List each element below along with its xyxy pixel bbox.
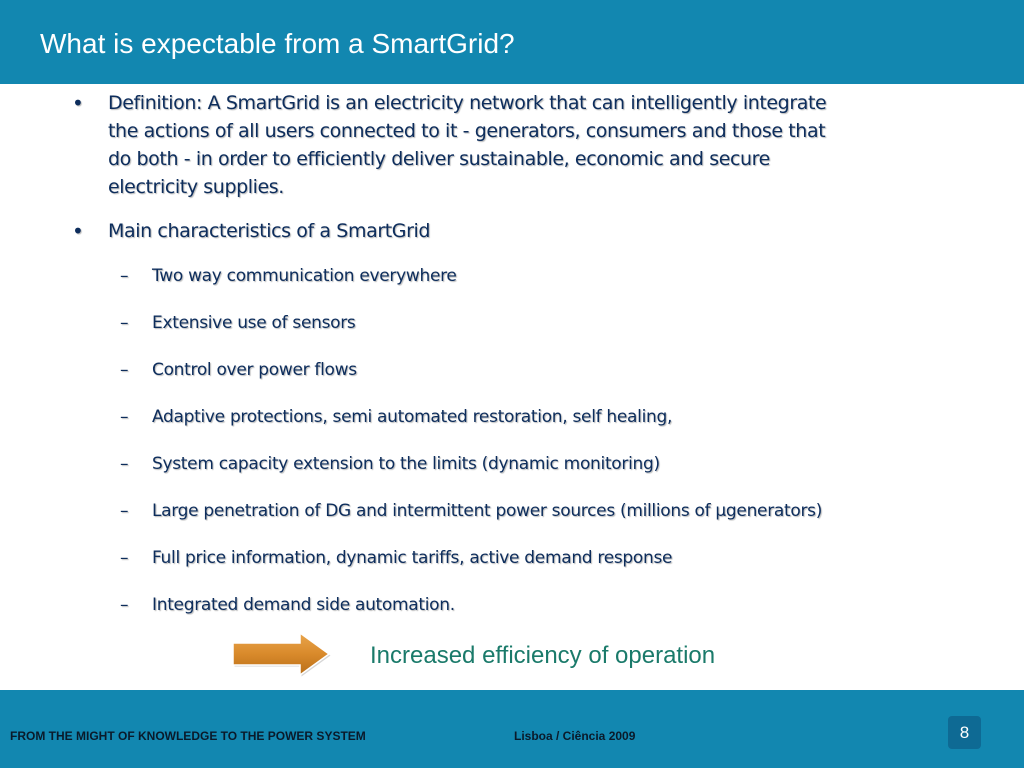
bullet-symbol: • [72,91,84,115]
dash-symbol: – [120,501,129,521]
characteristic-text: Adaptive protections, semi automated restoration, self healing, [152,407,673,427]
definition-line-2: the actions of all users connected to it - generators, consumers and those that [108,120,826,142]
dash-symbol: – [120,360,129,380]
characteristic-text: Large penetration of DG and intermittent power sources (millions of µgenerators) [152,501,823,521]
definition-line-4: electricity supplies. [108,176,284,198]
conclusion-text: Increased efficiency of operation [370,642,716,669]
characteristic-text: Two way communication everywhere [152,266,457,286]
dash-symbol: – [120,266,129,286]
dash-symbol: – [120,454,129,474]
bullet-symbol: • [72,219,84,243]
characteristic-item [120,499,822,523]
characteristic-item [120,311,355,335]
slide-title: What is expectable from a SmartGrid? [40,28,515,59]
right-arrow-icon [230,630,332,678]
characteristic-text: Integrated demand side automation. [152,595,455,615]
footer-conference-title: FROM THE MIGHT OF KNOWLEDGE TO THE POWER SYSTEM [10,729,366,743]
characteristic-item [120,452,660,476]
characteristic-text: Control over power flows [152,360,357,380]
definition-line-1-text: A SmartGrid is an electricity network that can intelligently integrate [202,92,827,114]
footer-location-event: Lisboa / Ciência 2009 [514,729,636,743]
definition-line-3: do both - in order to efficiently deliver sustainable, economic and secure [108,148,770,170]
characteristic-item [120,593,455,617]
characteristic-item [120,264,457,288]
characteristic-text: System capacity extension to the limits (dynamic monitoring) [152,454,660,474]
dash-symbol: – [120,313,129,333]
bullet-main-characteristics [72,217,972,245]
characteristic-text: Extensive use of sensors [152,313,356,333]
dash-symbol: – [120,407,129,427]
dash-symbol: – [120,548,129,568]
bullet-definition [72,89,972,201]
main-characteristics-heading: Main characteristics of a SmartGrid [108,220,431,242]
definition-text [108,89,972,201]
page-number-badge: 8 [948,716,981,749]
characteristic-item [120,358,357,382]
slide-footer [0,690,1024,768]
definition-line-1 [108,89,972,117]
dash-symbol: – [120,595,129,615]
definition-label: Definition: [108,92,203,114]
characteristic-item [120,546,672,570]
characteristic-text: Full price information, dynamic tariffs, active demand response [152,548,673,568]
characteristic-item [120,405,672,429]
